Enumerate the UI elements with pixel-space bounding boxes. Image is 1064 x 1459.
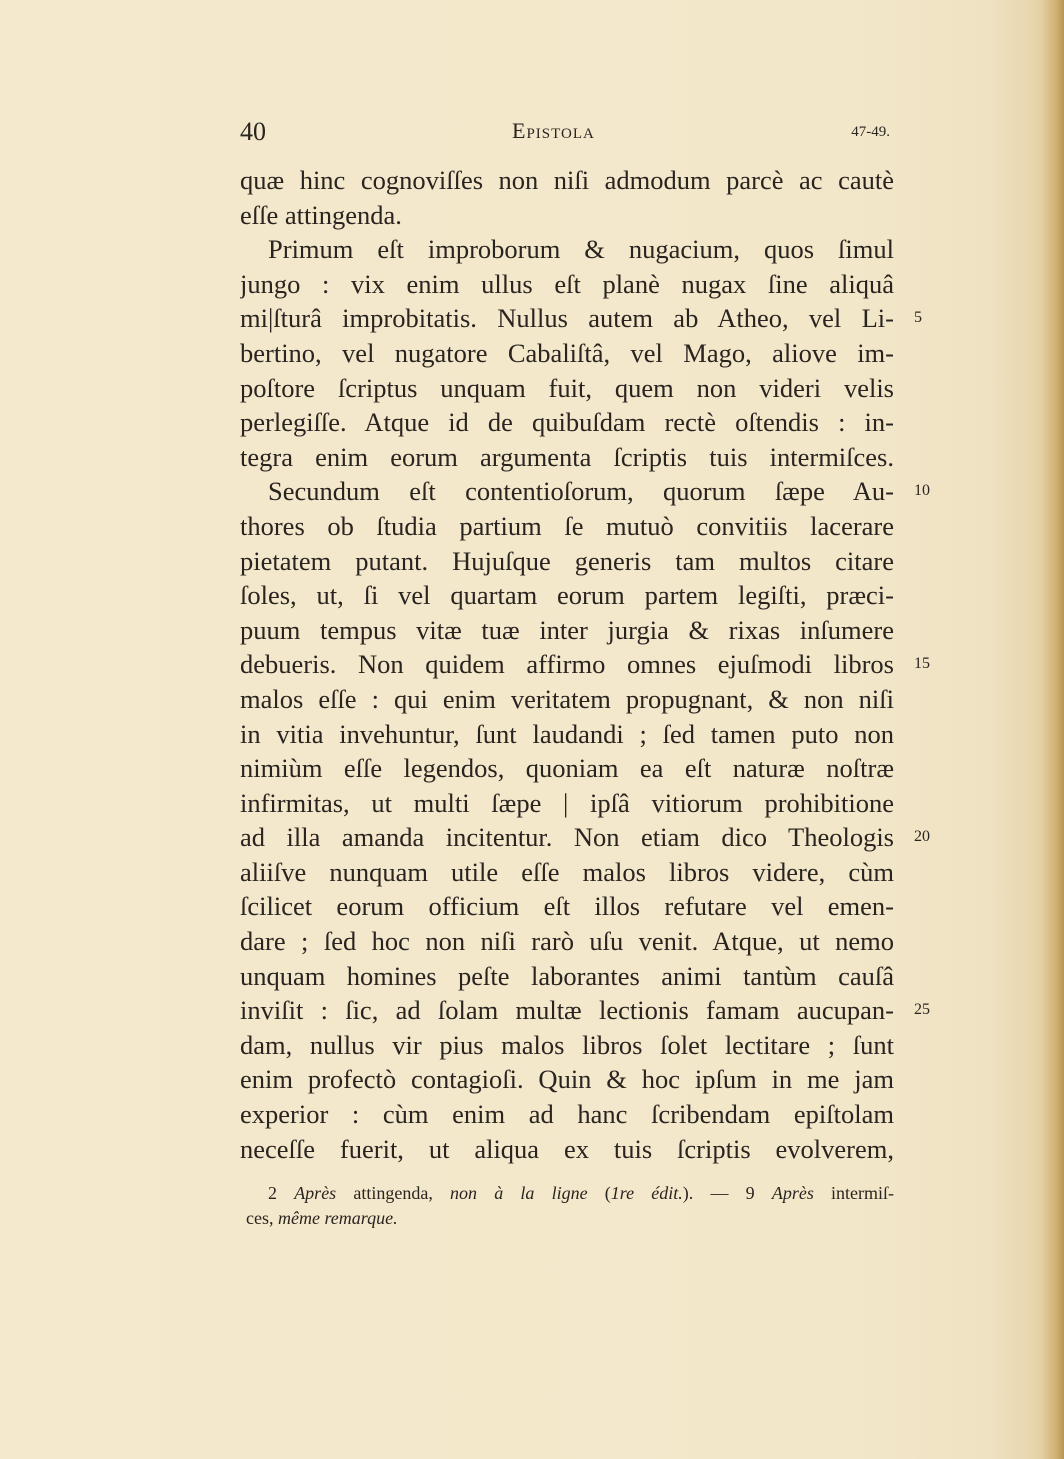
text-line: inviſit : ſic, ad ſolam multæ lectionis famam aucupan-	[240, 995, 894, 1026]
text-line: pietatem putant. Hujuſque generis tam multos citare	[240, 545, 894, 576]
page-number: 40	[240, 117, 266, 146]
footnote-line	[246, 1181, 894, 1206]
footnote-word: attingenda,	[353, 1183, 433, 1203]
footnote	[246, 1181, 894, 1231]
text-line: thores ob ſtudia partium ſe mutuò convitiis lacerare	[240, 510, 894, 541]
running-title: Epistola	[512, 118, 595, 143]
page-edge-shading	[1042, 0, 1064, 1459]
footnote-apres: Après	[771, 1183, 814, 1203]
text-line: poſtore ſcriptus unquam fuit, quem non videri velis	[240, 372, 894, 403]
text-line: dam, nullus vir pius malos libros ſolet lectitare ; ſunt	[240, 1029, 894, 1060]
footnote-note: non à la ligne	[450, 1183, 588, 1203]
text-line: Primum eſt improborum & nugacium, quos ſimul	[268, 234, 894, 265]
line-number: 20	[914, 828, 930, 846]
line-number: 15	[914, 655, 930, 673]
letter-range: 47-49.	[851, 124, 890, 140]
text-line: experior : cùm enim ad hanc ſcribendam epiſtolam	[240, 1099, 894, 1130]
text-line: dare ; ſed hoc non niſi rarò uſu venit. Atque, ut nemo	[240, 926, 894, 957]
text-line: puum tempus vitæ tuæ inter jurgia & rixas inſumere	[240, 614, 894, 645]
text-line: mi|ſturâ improbitatis. Nullus autem ab Atheo, vel Li-	[240, 303, 894, 334]
text-line: Secundum eſt contentioſorum, quorum ſæpe Au-	[268, 476, 894, 507]
running-head	[240, 117, 890, 147]
text-line: neceſſe fuerit, ut aliqua ex tuis ſcriptis evolverem,	[240, 1133, 894, 1164]
text-line: quæ hinc cognoviſſes non niſi admodum parcè ac cautè	[240, 165, 894, 195]
text-line: eſſe attingenda.	[240, 199, 402, 230]
footnote-line	[246, 1206, 894, 1231]
footnote-ref: 9	[745, 1183, 755, 1203]
footnote-apres: Après	[294, 1183, 337, 1203]
text-line: bertino, vel nugatore Cabaliſtâ, vel Mago, aliove im-	[240, 337, 894, 368]
text-line: malos eſſe : qui enim veritatem propugnant, & non niſi	[240, 683, 894, 714]
text-line: unquam homines peſte laborantes animi tantùm cauſâ	[240, 960, 894, 991]
text-line: in vitia invehuntur, ſunt laudandi ; ſed tamen puto non	[240, 718, 894, 749]
footnote-ref: 2	[268, 1183, 277, 1203]
footnote-word: ces,	[246, 1208, 274, 1228]
text-line: ſoles, ut, ſi vel quartam eorum partem legiſti, præci-	[240, 580, 894, 611]
text-line: ſcilicet eorum officium eſt illos refutare vel emen-	[240, 891, 894, 922]
footnote-paren: ).	[682, 1183, 694, 1203]
body-text	[240, 163, 894, 1166]
text-line: infirmitas, ut multi ſæpe | ipſâ vitiorum prohibitione	[240, 787, 894, 818]
text-line: tegra enim eorum argumenta ſcriptis tuis intermiſces.	[240, 441, 894, 472]
text-line: aliiſve nunquam utile eſſe malos libros videre, cùm	[240, 856, 894, 887]
text-line: ad illa amanda incitentur. Non etiam dico Theologis	[240, 822, 894, 853]
footnote-edition: 1re édit.	[610, 1183, 683, 1203]
footnote-paren: (	[604, 1183, 611, 1203]
text-line: perlegiſſe. Atque id de quibuſdam rectè oſtendis : in-	[240, 407, 894, 438]
footnote-dash: —	[710, 1183, 729, 1203]
line-number: 10	[914, 482, 930, 500]
text-line: enim profectò contagioſi. Quin & hoc ipſum in me jam	[240, 1064, 894, 1095]
text-line: debueris. Non quidem affirmo omnes ejuſmodi libros	[240, 649, 894, 680]
footnote-note: même remarque.	[277, 1208, 398, 1228]
footnote-word: intermiſ-	[831, 1183, 894, 1203]
text-line: nimiùm eſſe legendos, quoniam ea eſt naturæ noſtræ	[240, 753, 894, 784]
line-number: 5	[914, 309, 922, 327]
text-line: jungo : vix enim ullus eſt planè nugax ſine aliquâ	[240, 268, 894, 299]
line-number: 25	[914, 1001, 930, 1019]
